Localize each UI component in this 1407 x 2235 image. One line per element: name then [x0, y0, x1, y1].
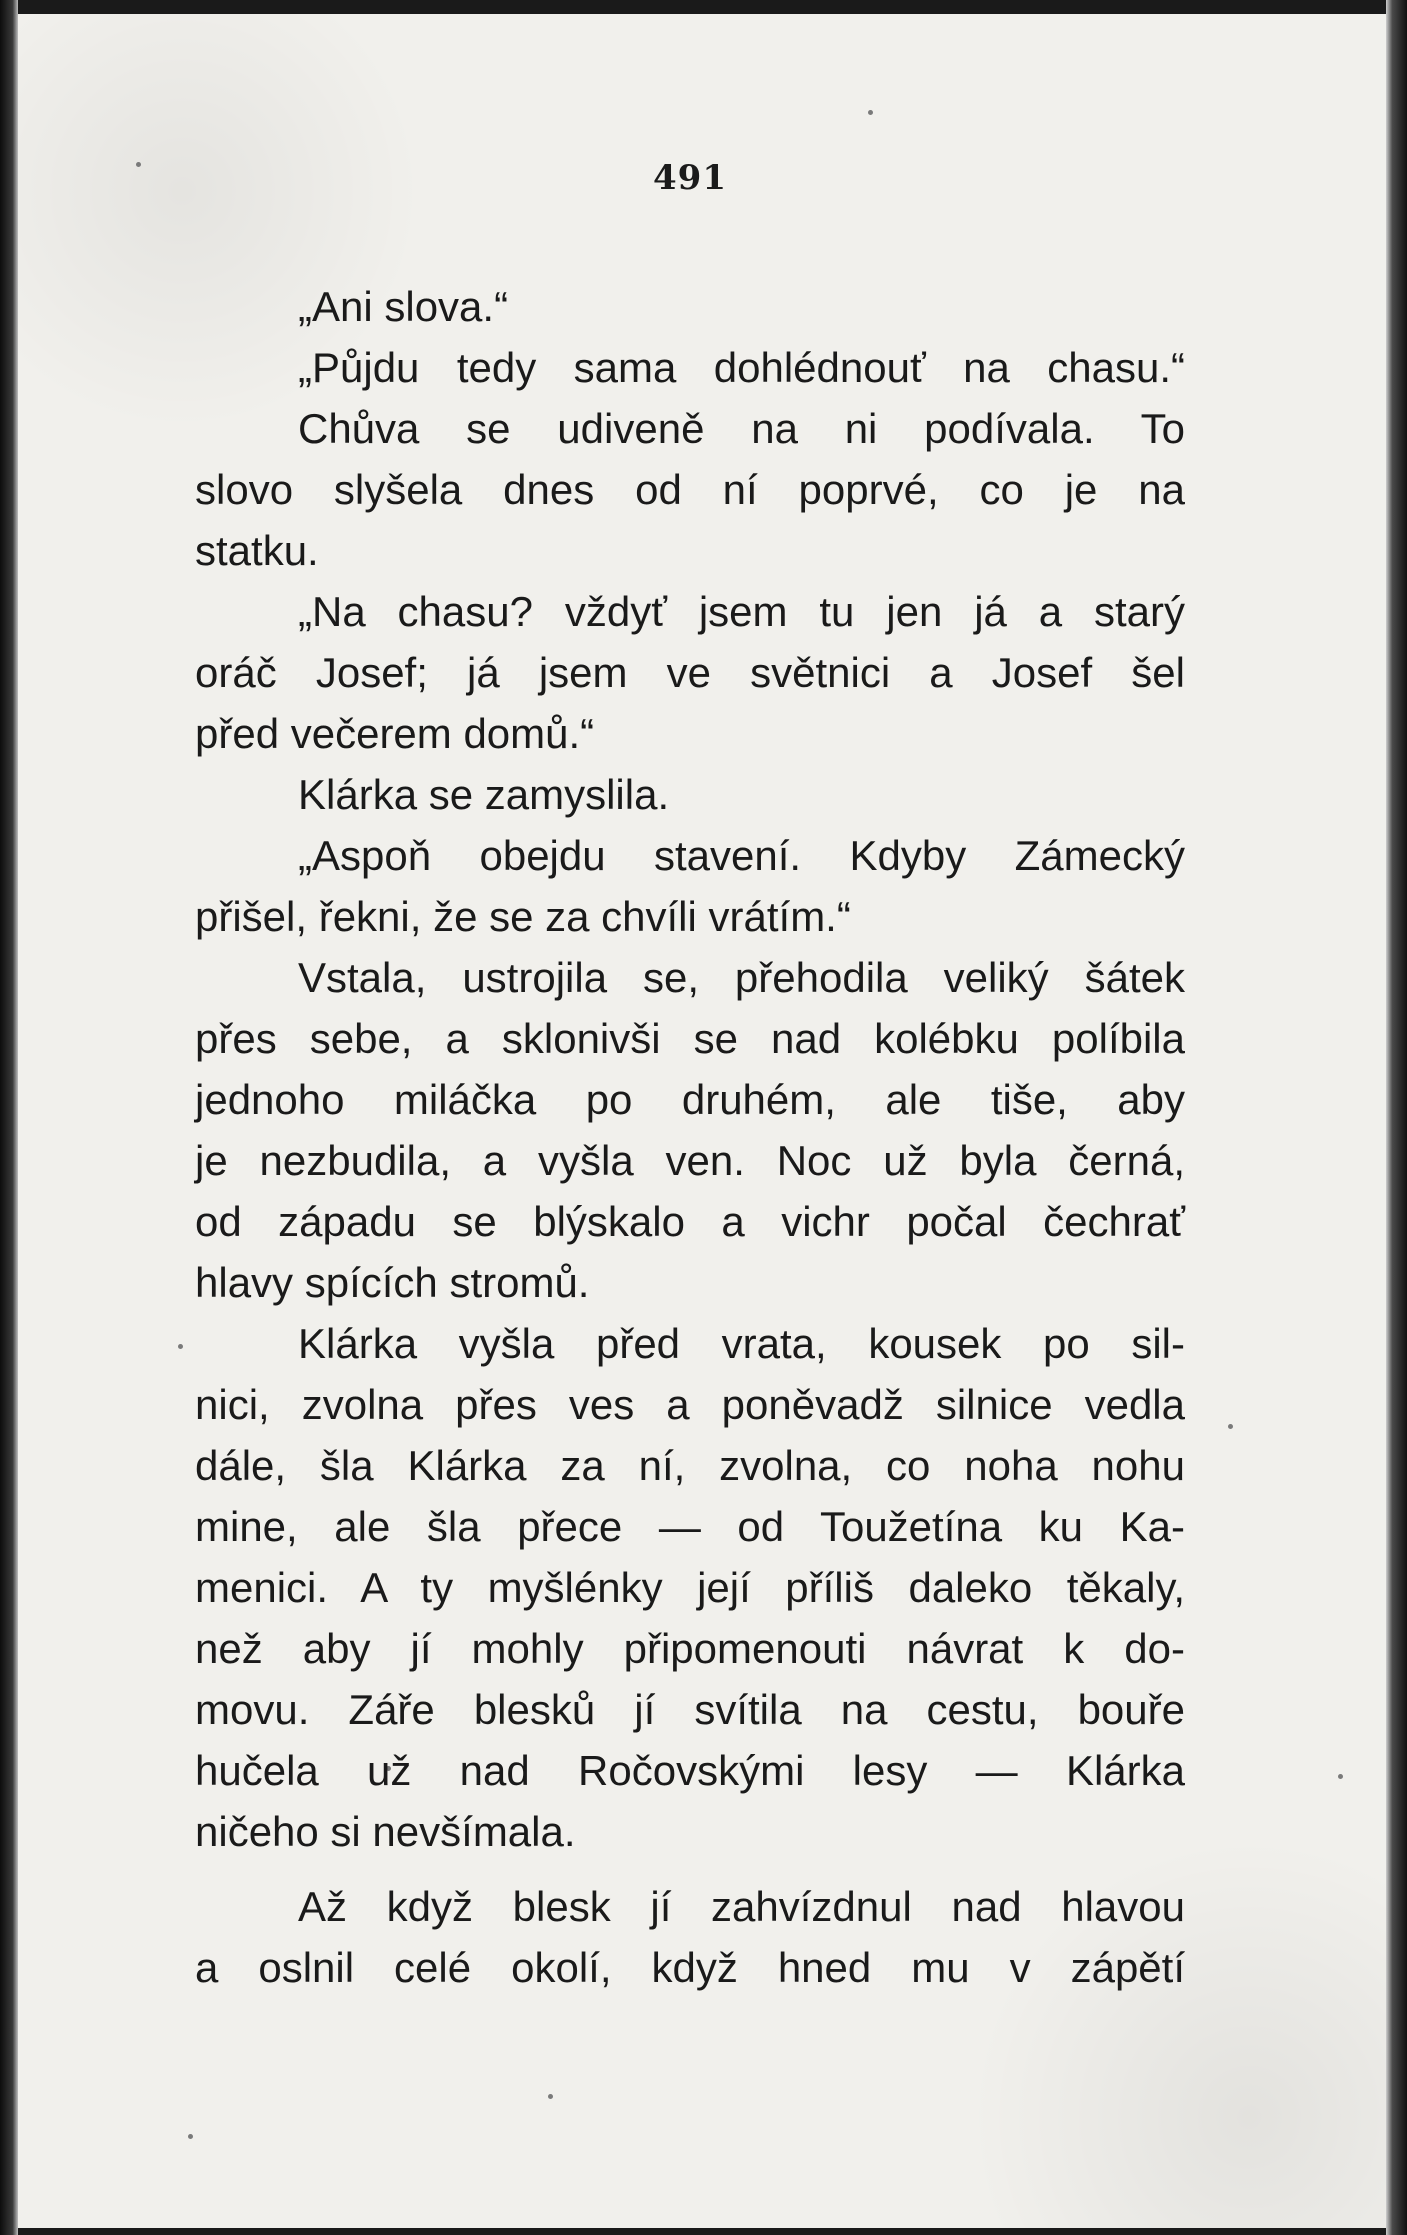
paper-speck — [188, 2134, 193, 2139]
text-line: hučela už nad Ročovskými lesy — Klárka — [195, 1747, 1185, 1794]
text-line: „Aspoň obejdu stavení. Kdyby Zámecký — [298, 832, 1185, 879]
text-line: slovo slyšela dnes od ní poprvé, co je na — [195, 466, 1185, 513]
text-line: od západu se blýskalo a vichr počal čechrať — [195, 1198, 1185, 1245]
paper-speck — [178, 1344, 183, 1349]
text-line: Klárka se zamyslila. — [298, 771, 670, 818]
text-line: statku. — [195, 527, 319, 574]
text-line: mine, ale šla přece — od Toužetína ku Ka- — [195, 1503, 1185, 1550]
text-line: Až když blesk jí zahvízdnul nad hlavou — [298, 1883, 1185, 1930]
text-line: Klárka vyšla před vrata, kousek po sil- — [298, 1320, 1185, 1367]
text-line: Vstala, ustrojila se, přehodila veliký šátek — [298, 954, 1185, 1001]
paper-speck — [136, 162, 141, 167]
page-number: 491 — [653, 158, 727, 198]
text-line: jednoho miláčka po druhém, ale tiše, aby — [195, 1076, 1185, 1123]
text-line: „Ani slova.“ — [298, 283, 509, 330]
text-line: dále, šla Klárka za ní, zvolna, co noha nohu — [195, 1442, 1185, 1489]
text-line: nici, zvolna přes ves a poněvadž silnice vedla — [195, 1381, 1185, 1428]
text-line: menici. A ty myšlénky její příliš daleko těkaly, — [195, 1564, 1185, 1611]
text-line: před večerem domů.“ — [195, 710, 595, 757]
text-line: přišel, řekni, že se za chvíli vrátím.“ — [195, 893, 851, 940]
page-right-edge-shadow — [1386, 0, 1407, 2235]
page-left-edge-shadow — [0, 0, 18, 2235]
paper-speck — [1338, 1774, 1343, 1779]
body-text — [195, 276, 1185, 1998]
text-line: hlavy spících stromů. — [195, 1259, 590, 1306]
paper-speck — [548, 2094, 553, 2099]
paper-speck — [868, 110, 873, 115]
paper-speck — [1228, 1424, 1233, 1429]
text-line: Chůva se udiveně na ni podívala. To — [298, 405, 1185, 452]
text-line: a oslnil celé okolí, když hned mu v zápětí — [195, 1944, 1185, 1991]
text-line: ničeho si nevšímala. — [195, 1808, 576, 1855]
text-line: přes sebe, a sklonivši se nad kolébku políbila — [195, 1015, 1185, 1062]
text-line: „Na chasu? vždyť jsem tu jen já a starý — [298, 588, 1185, 635]
text-line: oráč Josef; já jsem ve světnici a Josef šel — [195, 649, 1185, 696]
text-line: „Půjdu tedy sama dohlédnouť na chasu.“ — [298, 344, 1185, 391]
text-line: než aby jí mohly připomenouti návrat k do- — [195, 1625, 1185, 1672]
text-line: je nezbudila, a vyšla ven. Noc už byla černá, — [195, 1137, 1185, 1184]
text-line: movu. Záře blesků jí svítila na cestu, bouře — [195, 1686, 1185, 1733]
